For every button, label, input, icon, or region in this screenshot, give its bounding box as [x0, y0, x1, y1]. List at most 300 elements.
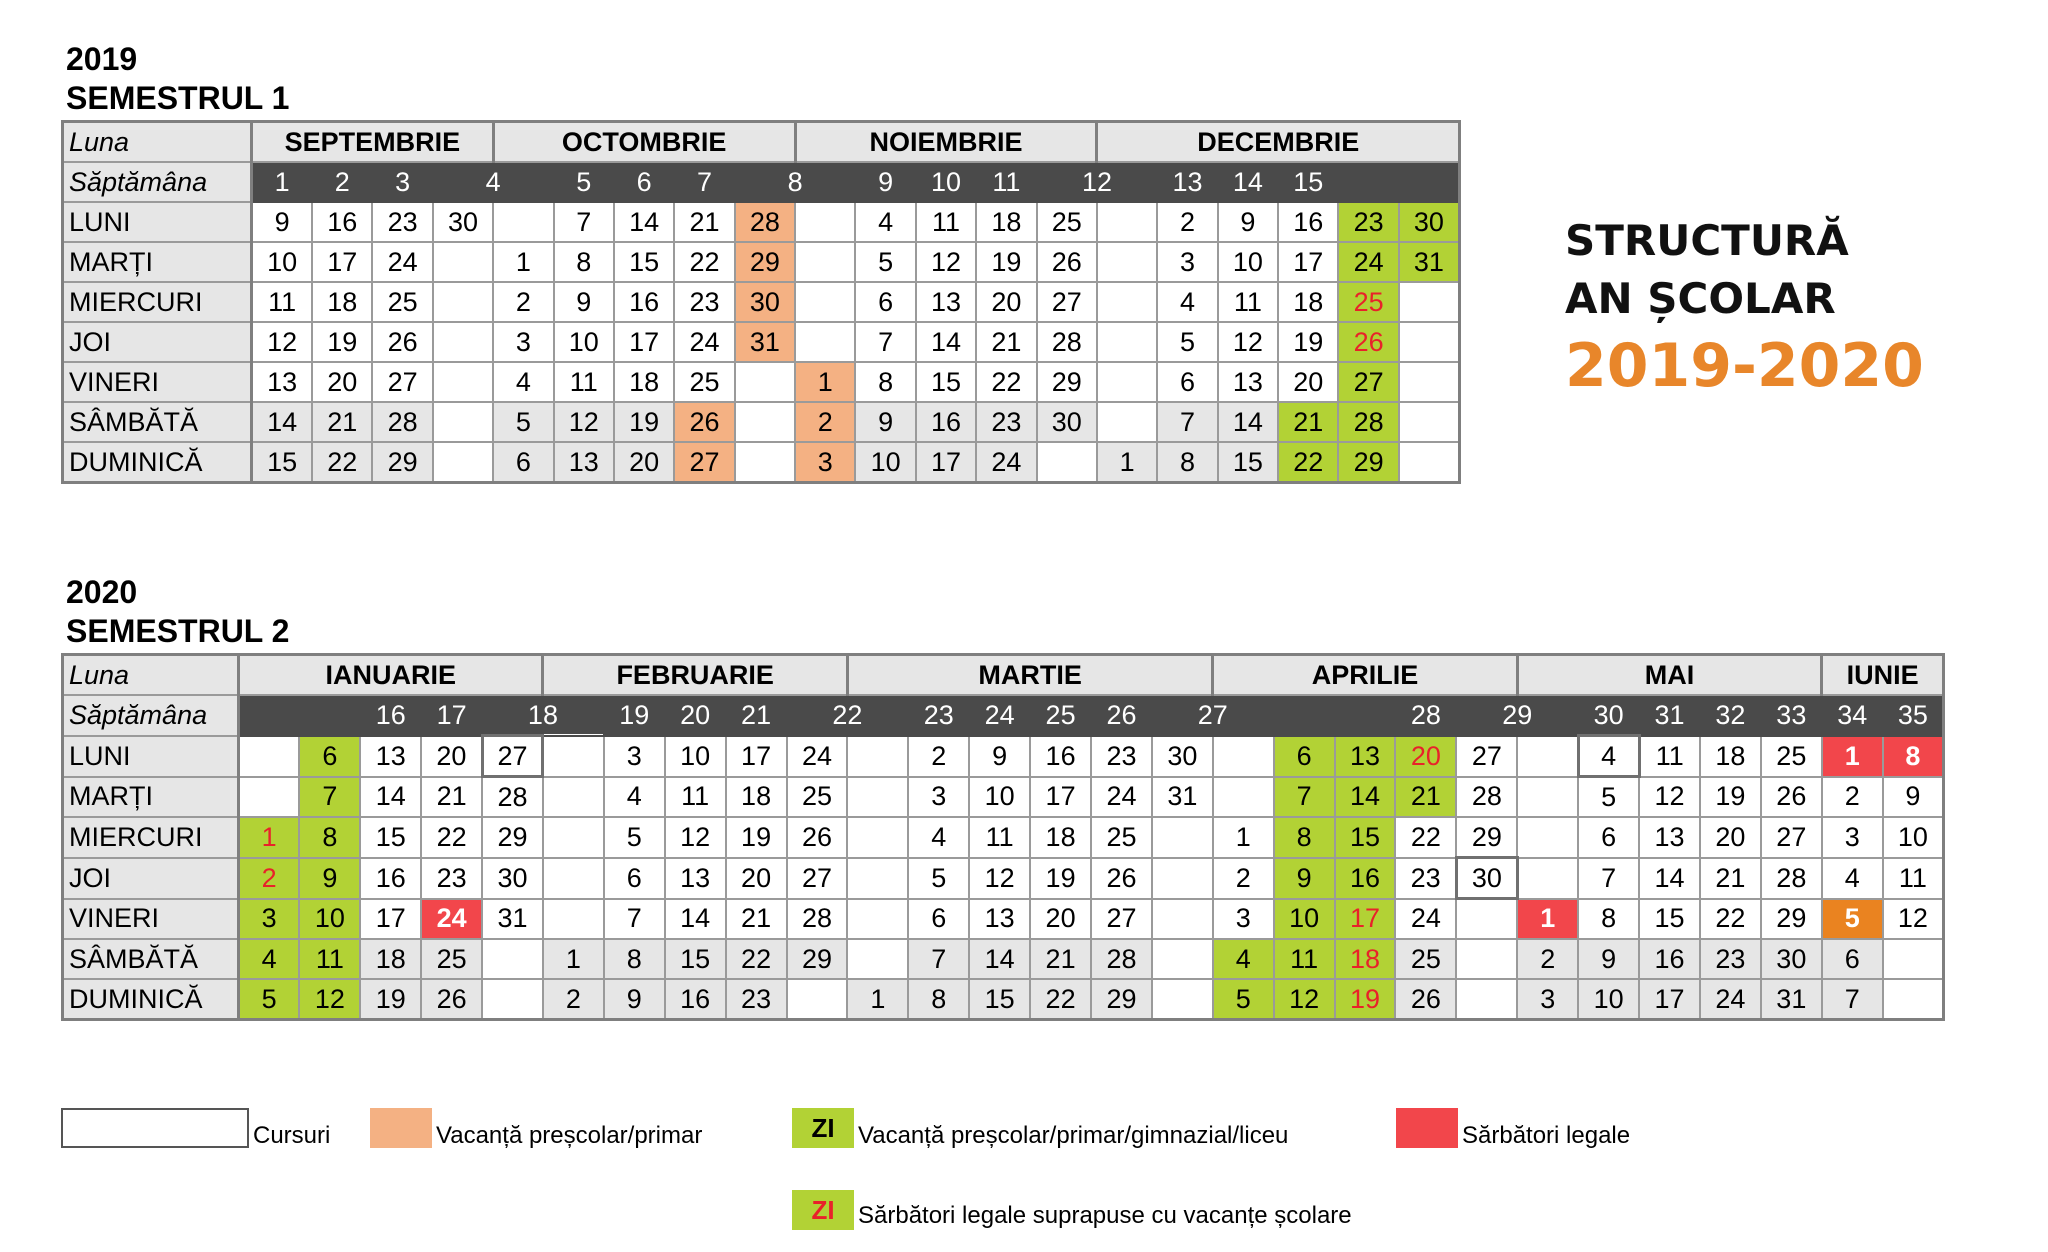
day-name: JOI: [63, 858, 239, 899]
week-number: 7: [674, 162, 734, 202]
date-cell: [1152, 858, 1213, 899]
legend-holidays-label: Sărbători legale: [1462, 1122, 1631, 1149]
date-cell: [787, 979, 848, 1020]
date-cell: 30: [1037, 402, 1097, 442]
date-cell: [433, 242, 493, 282]
date-cell: 18: [976, 202, 1036, 242]
date-cell: 27: [787, 858, 848, 899]
date-cell: 17: [916, 442, 976, 483]
date-cell: 9: [1578, 939, 1639, 979]
date-cell: 9: [1274, 858, 1335, 899]
date-cell: 29: [1338, 442, 1398, 483]
week-number: 33: [1761, 695, 1822, 736]
date-cell: 24: [787, 736, 848, 777]
date-cell: 23: [976, 402, 1036, 442]
title-year: 2019-2020: [1565, 331, 1924, 401]
date-cell: 2: [543, 979, 604, 1020]
date-cell: 26: [787, 817, 848, 858]
date-cell: 16: [1335, 858, 1396, 899]
legend-overlap-swatch: ZI: [792, 1190, 854, 1230]
date-cell: 20: [1395, 736, 1456, 777]
date-cell: 31: [1152, 777, 1213, 818]
date-cell: 20: [421, 736, 482, 777]
date-cell: 6: [855, 282, 915, 322]
date-cell: 21: [1395, 777, 1456, 818]
date-cell: 1: [1517, 899, 1578, 940]
date-cell: 12: [1274, 979, 1335, 1020]
date-cell: 13: [1218, 362, 1278, 402]
date-cell: 12: [1883, 899, 1944, 940]
week-number: [1399, 162, 1460, 202]
semester1-title: SEMESTRUL 1: [66, 80, 290, 116]
week-number: 20: [665, 695, 726, 736]
day-name: VINERI: [63, 362, 252, 402]
date-cell: 30: [735, 282, 795, 322]
week-number: 29: [1456, 695, 1578, 736]
date-cell: 6: [1822, 939, 1883, 979]
date-cell: 10: [1218, 242, 1278, 282]
date-cell: 19: [360, 979, 421, 1020]
day-name: DUMINICĂ: [63, 442, 252, 483]
date-cell: 18: [726, 777, 787, 818]
date-cell: 4: [239, 939, 300, 979]
date-cell: 29: [482, 817, 543, 858]
date-cell: [1399, 442, 1460, 483]
date-cell: [735, 402, 795, 442]
legend-general-vacation-swatch: ZI: [792, 1108, 854, 1148]
date-cell: 11: [554, 362, 614, 402]
date-cell: [1517, 777, 1578, 818]
date-cell: 22: [1700, 899, 1761, 940]
date-cell: 18: [360, 939, 421, 979]
month-header: DECEMBRIE: [1097, 122, 1460, 163]
date-cell: 8: [1883, 736, 1944, 777]
date-cell: 22: [726, 939, 787, 979]
date-cell: [482, 939, 543, 979]
date-cell: 19: [1700, 777, 1761, 818]
week-number: 27: [1152, 695, 1274, 736]
date-cell: 28: [1761, 858, 1822, 899]
date-cell: 27: [1037, 282, 1097, 322]
day-row: [63, 322, 1460, 362]
week-number: 25: [1030, 695, 1091, 736]
date-cell: 19: [976, 242, 1036, 282]
row-label-month: Luna: [63, 122, 252, 163]
date-cell: 14: [1639, 858, 1700, 899]
day-row: [63, 817, 1944, 858]
semester2-title: SEMESTRUL 2: [66, 613, 290, 649]
date-cell: [433, 362, 493, 402]
date-cell: 23: [1395, 858, 1456, 899]
week-number: 15: [1278, 162, 1338, 202]
date-cell: 9: [855, 402, 915, 442]
date-cell: 22: [674, 242, 734, 282]
date-cell: [543, 858, 604, 899]
date-cell: 26: [1761, 777, 1822, 818]
date-cell: 11: [1218, 282, 1278, 322]
date-cell: 3: [239, 899, 300, 940]
date-cell: 14: [916, 322, 976, 362]
date-cell: 28: [372, 402, 432, 442]
date-cell: 3: [604, 736, 665, 777]
date-cell: [1097, 202, 1157, 242]
date-cell: 30: [1456, 858, 1517, 899]
date-cell: 10: [1883, 817, 1944, 858]
semester1-calendar: [61, 120, 1461, 484]
day-name: MARȚI: [63, 777, 239, 818]
date-cell: 24: [674, 322, 734, 362]
date-cell: [1097, 402, 1157, 442]
date-cell: 16: [1030, 736, 1091, 777]
semester2-calendar: [61, 653, 1945, 1021]
date-cell: 12: [916, 242, 976, 282]
date-cell: [1097, 242, 1157, 282]
date-cell: 26: [1338, 322, 1398, 362]
date-cell: 17: [726, 736, 787, 777]
day-name: DUMINICĂ: [63, 979, 239, 1020]
date-cell: 19: [1278, 322, 1338, 362]
date-cell: 2: [1213, 858, 1274, 899]
row-label-week: Săptămâna: [63, 162, 252, 202]
date-cell: [543, 899, 604, 940]
date-cell: 15: [360, 817, 421, 858]
date-cell: 24: [372, 242, 432, 282]
date-cell: 29: [735, 242, 795, 282]
date-cell: 2: [239, 858, 300, 899]
date-cell: 1: [493, 242, 553, 282]
date-cell: [847, 899, 908, 940]
date-cell: [1399, 402, 1460, 442]
date-cell: 24: [976, 442, 1036, 483]
date-cell: [543, 817, 604, 858]
date-cell: [1517, 858, 1578, 899]
legend-overlap-label: Sărbători legale suprapuse cu vacanțe școlare: [858, 1202, 1352, 1229]
date-cell: 11: [916, 202, 976, 242]
title-line-school-year: AN ȘCOLAR: [1565, 274, 1836, 323]
date-cell: 20: [726, 858, 787, 899]
date-cell: 16: [1639, 939, 1700, 979]
week-number: 34: [1822, 695, 1883, 736]
month-header: IUNIE: [1822, 655, 1944, 696]
month-header: MARTIE: [847, 655, 1212, 696]
date-cell: 27: [1338, 362, 1398, 402]
date-cell: 5: [1213, 979, 1274, 1020]
date-cell: [1152, 939, 1213, 979]
date-cell: [482, 979, 543, 1020]
date-cell: 13: [252, 362, 312, 402]
day-name: VINERI: [63, 899, 239, 940]
date-cell: 17: [614, 322, 674, 362]
date-cell: 26: [1395, 979, 1456, 1020]
date-cell: 20: [1030, 899, 1091, 940]
week-number: 1: [252, 162, 312, 202]
week-number: 16: [360, 695, 421, 736]
date-cell: [795, 242, 855, 282]
week-row: [63, 162, 1460, 202]
date-cell: [1097, 282, 1157, 322]
date-cell: 19: [312, 322, 372, 362]
week-number: 3: [372, 162, 432, 202]
date-cell: 20: [976, 282, 1036, 322]
date-cell: 23: [421, 858, 482, 899]
date-cell: 18: [312, 282, 372, 322]
legend-courses-swatch: [61, 1108, 249, 1148]
date-cell: 18: [1335, 939, 1396, 979]
date-cell: 27: [482, 736, 543, 777]
title-line-structure: STRUCTURĂ: [1565, 216, 1849, 265]
date-cell: 6: [1578, 817, 1639, 858]
date-cell: 1: [1822, 736, 1883, 777]
week-number: 22: [787, 695, 909, 736]
date-cell: 14: [1335, 777, 1396, 818]
date-cell: [795, 202, 855, 242]
date-cell: 25: [1037, 202, 1097, 242]
date-cell: 22: [976, 362, 1036, 402]
date-cell: 23: [1338, 202, 1398, 242]
date-cell: 15: [1218, 442, 1278, 483]
date-cell: 9: [1883, 777, 1944, 818]
date-cell: 26: [372, 322, 432, 362]
date-cell: [1456, 899, 1517, 940]
date-cell: 2: [1822, 777, 1883, 818]
week-number: 11: [976, 162, 1036, 202]
date-cell: 2: [908, 736, 969, 777]
date-cell: 10: [665, 736, 726, 777]
day-row: [63, 362, 1460, 402]
date-cell: 26: [1091, 858, 1152, 899]
day-row: [63, 242, 1460, 282]
date-cell: 10: [1274, 899, 1335, 940]
date-cell: 3: [493, 322, 553, 362]
day-name: LUNI: [63, 202, 252, 242]
date-cell: 21: [1700, 858, 1761, 899]
date-cell: 2: [1517, 939, 1578, 979]
date-cell: 7: [855, 322, 915, 362]
day-row: [63, 939, 1944, 979]
week-number: [1335, 695, 1396, 736]
week-number: 18: [482, 695, 604, 736]
date-cell: 18: [1278, 282, 1338, 322]
legend-preschool-vacation-swatch: [370, 1108, 432, 1148]
date-cell: 16: [1278, 202, 1338, 242]
date-cell: 20: [1700, 817, 1761, 858]
date-cell: 21: [421, 777, 482, 818]
date-cell: 18: [1700, 736, 1761, 777]
date-cell: 12: [299, 979, 360, 1020]
date-cell: 8: [908, 979, 969, 1020]
date-cell: 23: [674, 282, 734, 322]
week-number: 5: [554, 162, 614, 202]
date-cell: 29: [372, 442, 432, 483]
date-cell: [433, 322, 493, 362]
legend-holidays-swatch: [1396, 1108, 1458, 1148]
date-cell: 23: [372, 202, 432, 242]
date-cell: 16: [665, 979, 726, 1020]
date-cell: 26: [1037, 242, 1097, 282]
date-cell: 13: [1335, 736, 1396, 777]
date-cell: 25: [1761, 736, 1822, 777]
date-cell: 9: [252, 202, 312, 242]
date-cell: 1: [1097, 442, 1157, 483]
date-cell: 25: [787, 777, 848, 818]
date-cell: 12: [665, 817, 726, 858]
date-cell: 6: [299, 736, 360, 777]
date-cell: 21: [1278, 402, 1338, 442]
date-cell: [847, 858, 908, 899]
date-cell: 28: [1456, 777, 1517, 818]
date-cell: 14: [252, 402, 312, 442]
day-row: [63, 777, 1944, 818]
day-name: JOI: [63, 322, 252, 362]
date-cell: 7: [1157, 402, 1217, 442]
date-cell: 28: [482, 777, 543, 818]
week-row: [63, 695, 1944, 736]
date-cell: 15: [969, 979, 1030, 1020]
date-cell: 1: [543, 939, 604, 979]
date-cell: [735, 442, 795, 483]
date-cell: 17: [1639, 979, 1700, 1020]
date-cell: 24: [1395, 899, 1456, 940]
week-number: [239, 695, 300, 736]
date-cell: 4: [1578, 736, 1639, 777]
date-cell: 15: [1639, 899, 1700, 940]
week-number: 31: [1639, 695, 1700, 736]
date-cell: 11: [665, 777, 726, 818]
date-cell: 3: [1517, 979, 1578, 1020]
day-row: [63, 442, 1460, 483]
date-cell: [433, 282, 493, 322]
date-cell: 1: [239, 817, 300, 858]
date-cell: 27: [1456, 736, 1517, 777]
week-number: 6: [614, 162, 674, 202]
date-cell: 30: [433, 202, 493, 242]
date-cell: 13: [1639, 817, 1700, 858]
date-cell: 9: [299, 858, 360, 899]
week-number: [1274, 695, 1335, 736]
date-cell: 8: [299, 817, 360, 858]
date-cell: [847, 939, 908, 979]
date-cell: 21: [674, 202, 734, 242]
date-cell: 17: [312, 242, 372, 282]
week-number: 30: [1578, 695, 1639, 736]
week-number: 17: [421, 695, 482, 736]
date-cell: 15: [252, 442, 312, 483]
date-cell: [1399, 322, 1460, 362]
date-cell: 25: [421, 939, 482, 979]
date-cell: 7: [1274, 777, 1335, 818]
week-number: 35: [1883, 695, 1944, 736]
date-cell: 11: [252, 282, 312, 322]
date-cell: 1: [847, 979, 908, 1020]
week-number: 24: [969, 695, 1030, 736]
date-cell: 28: [1338, 402, 1398, 442]
day-name: MIERCURI: [63, 817, 239, 858]
date-cell: 5: [604, 817, 665, 858]
date-cell: 25: [1395, 939, 1456, 979]
date-cell: 22: [312, 442, 372, 483]
date-cell: [1097, 322, 1157, 362]
date-cell: 15: [614, 242, 674, 282]
date-cell: 29: [1091, 979, 1152, 1020]
month-row: [63, 655, 1944, 696]
date-cell: 1: [1213, 817, 1274, 858]
date-cell: 29: [787, 939, 848, 979]
date-cell: 5: [1578, 777, 1639, 818]
date-cell: [1152, 899, 1213, 940]
date-cell: [1037, 442, 1097, 483]
date-cell: 11: [969, 817, 1030, 858]
date-cell: 11: [1274, 939, 1335, 979]
day-row: [63, 736, 1944, 777]
date-cell: 14: [360, 777, 421, 818]
date-cell: 12: [252, 322, 312, 362]
date-cell: 31: [1399, 242, 1460, 282]
date-cell: 6: [908, 899, 969, 940]
date-cell: 7: [908, 939, 969, 979]
date-cell: 7: [604, 899, 665, 940]
date-cell: 9: [969, 736, 1030, 777]
date-cell: 13: [969, 899, 1030, 940]
date-cell: 26: [421, 979, 482, 1020]
date-cell: 31: [1761, 979, 1822, 1020]
date-cell: 8: [604, 939, 665, 979]
date-cell: 21: [726, 899, 787, 940]
date-cell: [1883, 939, 1944, 979]
date-cell: 22: [421, 817, 482, 858]
date-cell: 13: [360, 736, 421, 777]
date-cell: 6: [1274, 736, 1335, 777]
date-cell: 31: [735, 322, 795, 362]
date-cell: 25: [1091, 817, 1152, 858]
month-header: OCTOMBRIE: [493, 122, 795, 163]
date-cell: [543, 736, 604, 777]
date-cell: [1517, 736, 1578, 777]
date-cell: 9: [604, 979, 665, 1020]
date-cell: 10: [252, 242, 312, 282]
date-cell: 8: [554, 242, 614, 282]
month-header: IANUARIE: [239, 655, 543, 696]
date-cell: 22: [1395, 817, 1456, 858]
date-cell: [239, 736, 300, 777]
date-cell: 4: [1157, 282, 1217, 322]
date-cell: [1152, 817, 1213, 858]
date-cell: 12: [969, 858, 1030, 899]
date-cell: 3: [908, 777, 969, 818]
date-cell: 11: [1883, 858, 1944, 899]
date-cell: 2: [1157, 202, 1217, 242]
month-row: [63, 122, 1460, 163]
date-cell: [493, 202, 553, 242]
legend-courses-label: Cursuri: [253, 1122, 331, 1149]
date-cell: 21: [976, 322, 1036, 362]
date-cell: 8: [1157, 442, 1217, 483]
date-cell: 20: [614, 442, 674, 483]
date-cell: 5: [1157, 322, 1217, 362]
week-number: 28: [1395, 695, 1456, 736]
date-cell: 5: [855, 242, 915, 282]
date-cell: 17: [360, 899, 421, 940]
week-number: 9: [855, 162, 915, 202]
date-cell: 30: [1399, 202, 1460, 242]
week-number: [1338, 162, 1398, 202]
date-cell: 23: [726, 979, 787, 1020]
date-cell: 28: [787, 899, 848, 940]
day-name: MARȚI: [63, 242, 252, 282]
date-cell: 19: [614, 402, 674, 442]
date-cell: 7: [299, 777, 360, 818]
date-cell: 3: [795, 442, 855, 483]
date-cell: 1: [795, 362, 855, 402]
